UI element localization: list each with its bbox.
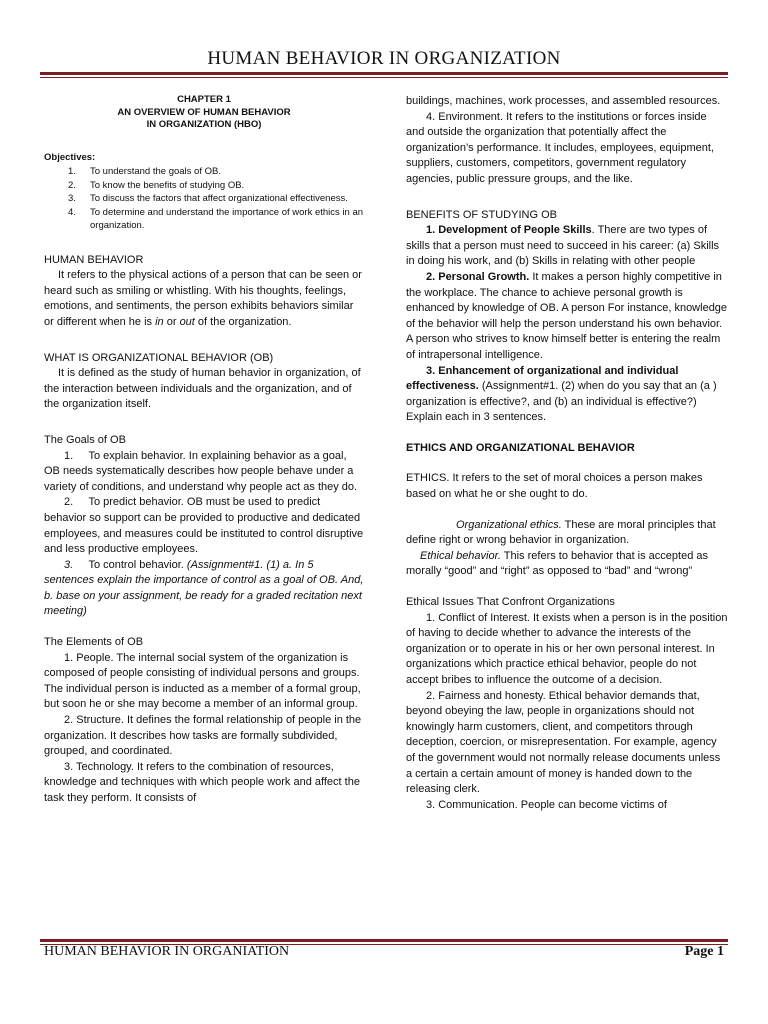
header-rule-thick xyxy=(40,72,728,75)
goal-2: 2. To predict behavior. OB must be used to predict behavior so support can be provided to productive and dedicated employees, and measures could be instituted to control disruptive and less productive employees. xyxy=(44,496,364,556)
objective-item: 1. To understand the goals of OB. xyxy=(68,166,221,178)
benefit-1: 1. Development of People Skills. There are two types of skills that a person must need to succeed in his career: (a) Skills in doing his work, and (b) Skills in relating with other people xyxy=(406,224,720,268)
header-rule-thin xyxy=(40,77,728,78)
ethical-issue-1: 1. Conflict of Interest. It exists when a person is in the position of having to decide whether to advance the interests of the organization or to operate in his or her own personal interest. In organizations which practice ethical behavior, people do not accept bribes to influence the outcome of a decision. xyxy=(406,611,728,686)
ethics-heading: ETHICS AND ORGANIZATIONAL BEHAVIOR xyxy=(406,441,635,454)
ethical-issues-heading: Ethical Issues That Confront Organizations xyxy=(406,596,615,609)
organizational-ethics: Organizational ethics. These are moral principles that define right or wrong behavior in organization. xyxy=(406,518,716,547)
ethics-definition: ETHICS. It refers to the set of moral choices a person makes based on what he or she ought to do. xyxy=(406,472,703,501)
human-behavior-text: It refers to the physical actions of a person that can be seen or heard such as smiling or whistling. With his thoughts, feelings, emotions, and sentiments, the person exhibits behaviors similar or different when he is in or out of the organization. xyxy=(44,269,362,328)
objective-item: 2. To know the benefits of studying OB. xyxy=(68,179,245,191)
objective-item: 3. To discuss the factors that affect organizational effectiveness. xyxy=(68,193,348,205)
element-technology-continued: buildings, machines, work processes, and assembled resources. xyxy=(406,95,721,107)
benefits-heading: BENEFITS OF STUDYING OB xyxy=(406,208,557,221)
elements-heading: The Elements of OB xyxy=(44,636,144,649)
chapter-title-line2: IN ORGANIZATION (HBO) xyxy=(146,119,262,130)
footer-title: HUMAN BEHAVIOR IN ORGANIATION xyxy=(44,944,290,959)
element-people: 1. People. The internal social system of the organization is composed of people consisting of individual persons and groups. The individual person is inducted as a member of a formal group, but soon he or she may become a member of an informal group. xyxy=(44,651,361,711)
ethical-issue-2: 2. Fairness and honesty. Ethical behavior demands that, beyond obeying the law, people in organizations should not knowingly harm customers, client, and competitors through deception, coercion, or misrepresentation. For example, agency of the government would not normally release documents unless a certain a certain amount of money is handed down to the releasing clerk. xyxy=(406,689,721,796)
left-column xyxy=(44,94,364,807)
right-column xyxy=(406,94,728,813)
footer-rule-thick xyxy=(40,939,728,942)
page-number: Page 1 xyxy=(684,944,724,959)
chapter-number: CHAPTER 1 xyxy=(177,94,231,105)
human-behavior-heading: HUMAN BEHAVIOR xyxy=(44,253,144,266)
chapter-title-line1: AN OVERVIEW OF HUMAN BEHAVIOR xyxy=(117,106,291,118)
objectives-list xyxy=(44,165,364,233)
ethical-behavior: Ethical behavior. This refers to behavior that is accepted as morally “good” and “right” as opposed to “bad” and “wrong” xyxy=(406,549,708,578)
goal-3: 3. To control behavior. (Assignment#1. (1) a. In 5 sentences explain the importance of control as a goal of OB. And, b. base on your assignment, be ready for a graded recitation next meeting) xyxy=(44,558,364,618)
element-structure: 2. Structure. It defines the formal relationship of people in the organization. It describes how tasks are formally subdivided, grouped, and coordinated. xyxy=(44,714,362,758)
benefit-2: 2. Personal Growth. It makes a person highly competitive in the workplace. The chance to achieve personal growth is enhanced by knowledge of OB. A person For instance, knowledge of the behavior will help the person understand his own behavior. A person who strives to know himself better is entering the realm of intrapersonal intelligence. xyxy=(406,270,728,361)
ethical-issue-3: 3. Communication. People can become victims of xyxy=(426,798,667,811)
goal-1: 1. To explain behavior. In explaining behavior as a goal, OB needs systematically describes how people behave under a variety of conditions, and understand why people act as they do. xyxy=(44,449,358,493)
element-technology: 3. Technology. It refers to the combination of resources, knowledge and techniques with which people work and affect the task they perform. It consists of xyxy=(44,760,360,804)
ob-definition-heading: WHAT IS ORGANIZATIONAL BEHAVIOR (OB) xyxy=(44,351,274,364)
ob-definition-text: It is defined as the study of human behavior in organization, of the interaction between individuals and the organization, and of the organization itself. xyxy=(44,367,361,411)
element-environment: 4. Environment. It refers to the institutions or forces inside and outside the organization that potentially affect the organization’s performance. It includes, employees, equipment, suppliers, customers, competitors, government regulatory agencies, public pressure groups, and the like. xyxy=(406,110,714,185)
objectives-title: Objectives: xyxy=(44,151,96,163)
objective-item: 4. To determine and understand the importance of work ethics in an organization. xyxy=(68,206,364,232)
goals-heading: The Goals of OB xyxy=(44,433,126,446)
chapter-heading xyxy=(44,94,364,132)
benefit-3: 3. Enhancement of organizational and individual effectiveness. (Assignment#1. (2) when do you say that an (a ) organization is effective?, and (b) an individual is effective?) Explain each in 3 sentences. xyxy=(406,364,717,424)
page-header-title: HUMAN BEHAVIOR IN ORGANIZATION xyxy=(207,48,561,69)
